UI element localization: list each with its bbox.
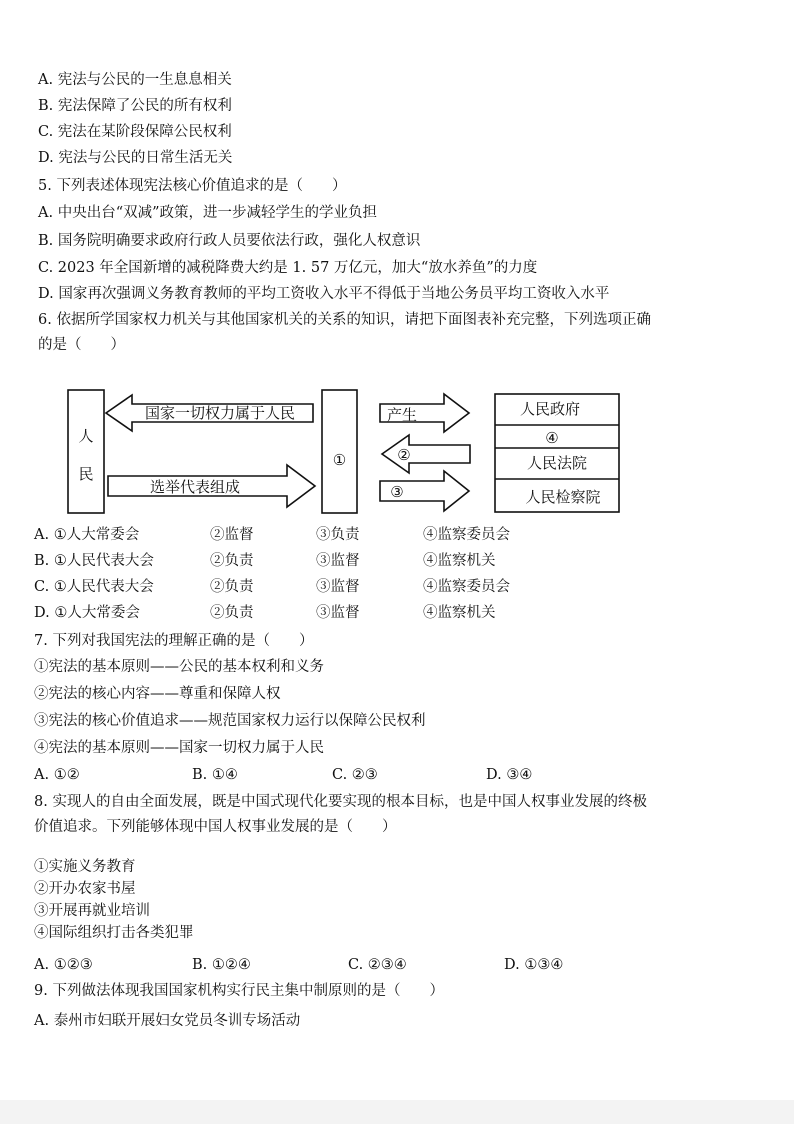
q5-option-b: B. 国务院明确要求政府行政人员要依法行政，强化人权意识 bbox=[38, 233, 421, 249]
q7-option-b: B. ①④ bbox=[192, 767, 238, 783]
q8-item-2: ②开办农家书屋 bbox=[34, 881, 136, 897]
q4-option-a: A. 宪法与公民的一生息息相关 bbox=[38, 72, 232, 88]
arrow-top-label: 国家一切权力属于人民 bbox=[144, 404, 296, 422]
q6-b-3: ③监督 bbox=[316, 553, 360, 569]
q6-b-2: ②负责 bbox=[210, 553, 254, 569]
q8-option-d: D. ①③④ bbox=[504, 957, 564, 973]
q7-option-d: D. ③④ bbox=[486, 767, 533, 783]
organ-government: 人民政府 bbox=[519, 400, 581, 418]
q6-c-1: C. ①人民代表大会 bbox=[34, 579, 154, 595]
q4-option-b: B. 宪法保障了公民的所有权利 bbox=[38, 98, 232, 114]
q6-b-1: B. ①人民代表大会 bbox=[34, 553, 154, 569]
q9-option-a: A. 泰州市妇联开展妇女党员冬训专场活动 bbox=[34, 1013, 301, 1029]
q6-a-4: ④监察委员会 bbox=[423, 527, 510, 543]
organ-court: 人民法院 bbox=[526, 454, 588, 472]
q6-d-3: ③监督 bbox=[316, 605, 360, 621]
center-label: ① bbox=[332, 451, 347, 469]
arrow-left-2 bbox=[382, 435, 470, 473]
q6-c-2: ②负责 bbox=[210, 579, 254, 595]
q4-option-d: D. 宪法与公民的日常生活无关 bbox=[38, 150, 233, 166]
q5-option-a: A. 中央出台“双减”政策，进一步减轻学生的学业负担 bbox=[38, 205, 378, 221]
organ-procuratorate: 人民检察院 bbox=[525, 488, 601, 506]
q7-item-4: ④宪法的基本原则——国家一切权力属于人民 bbox=[34, 740, 324, 756]
state-organs-diagram bbox=[60, 385, 630, 520]
arrow-bottom-label: 选举代表组成 bbox=[149, 478, 241, 496]
q4-option-c: C. 宪法在某阶段保障公民权利 bbox=[38, 124, 232, 140]
q7-stem: 7. 下列对我国宪法的理解正确的是（ ） bbox=[34, 633, 314, 649]
q6-stem-line1: 6. 依据所学国家权力机关与其他国家机关的关系的知识，请把下面图表补充完整，下列选项正确 bbox=[38, 312, 651, 328]
q8-item-1: ①实施义务教育 bbox=[34, 859, 136, 875]
arrow-right-1-label: 产生 bbox=[386, 406, 418, 424]
q6-c-3: ③监督 bbox=[316, 579, 360, 595]
q8-item-4: ④国际组织打击各类犯罪 bbox=[34, 925, 194, 941]
q6-d-4: ④监察机关 bbox=[423, 605, 496, 621]
people-char-1: 人 bbox=[78, 427, 94, 445]
q7-option-a: A. ①② bbox=[34, 767, 80, 783]
q6-b-4: ④监察机关 bbox=[423, 553, 496, 569]
q6-a-2: ②监督 bbox=[210, 527, 254, 543]
q8-item-3: ③开展再就业培训 bbox=[34, 903, 150, 919]
q9-stem: 9. 下列做法体现我国国家机构实行民主集中制原则的是（ ） bbox=[34, 983, 444, 999]
q8-option-b: B. ①②④ bbox=[192, 957, 251, 973]
q7-item-1: ①宪法的基本原则——公民的基本权利和义务 bbox=[34, 659, 324, 675]
q6-a-3: ③负责 bbox=[316, 527, 360, 543]
organ-blank-4: ④ bbox=[545, 429, 559, 447]
page-bottom-edge bbox=[0, 1100, 794, 1124]
q5-option-d: D. 国家再次强调义务教育教师的平均工资收入水平不得低于当地公务员平均工资收入水平 bbox=[38, 286, 610, 302]
q8-stem-line1: 8. 实现人的自由全面发展，既是中国式现代化要实现的根本目标，也是中国人权事业发展的终极 bbox=[34, 794, 647, 810]
q8-option-a: A. ①②③ bbox=[34, 957, 93, 973]
q6-d-1: D. ①人大常委会 bbox=[34, 605, 140, 621]
arrow-right-3-label: ③ bbox=[390, 483, 404, 501]
people-char-2: 民 bbox=[78, 465, 94, 483]
q6-c-4: ④监察委员会 bbox=[423, 579, 510, 595]
arrow-left-2-label: ② bbox=[397, 446, 411, 464]
q6-d-2: ②负责 bbox=[210, 605, 254, 621]
q7-item-3: ③宪法的核心价值追求——规范国家权力运行以保障公民权利 bbox=[34, 713, 426, 729]
people-box bbox=[68, 390, 104, 513]
q6-a-1: A. ①人大常委会 bbox=[34, 527, 140, 543]
q5-stem: 5. 下列表述体现宪法核心价值追求的是（ ） bbox=[38, 178, 347, 194]
q7-item-2: ②宪法的核心内容——尊重和保障人权 bbox=[34, 686, 281, 702]
q8-option-c: C. ②③④ bbox=[348, 957, 407, 973]
q6-stem-line2: 的是（ ） bbox=[38, 337, 125, 353]
q5-option-c: C. 2023 年全国新增的减税降费大约是 1. 57 万亿元，加大“放水养鱼”的力度 bbox=[38, 260, 538, 276]
q8-stem-line2: 价值追求。下列能够体现中国人权事业发展的是（ ） bbox=[34, 819, 397, 835]
q7-option-c: C. ②③ bbox=[332, 767, 378, 783]
